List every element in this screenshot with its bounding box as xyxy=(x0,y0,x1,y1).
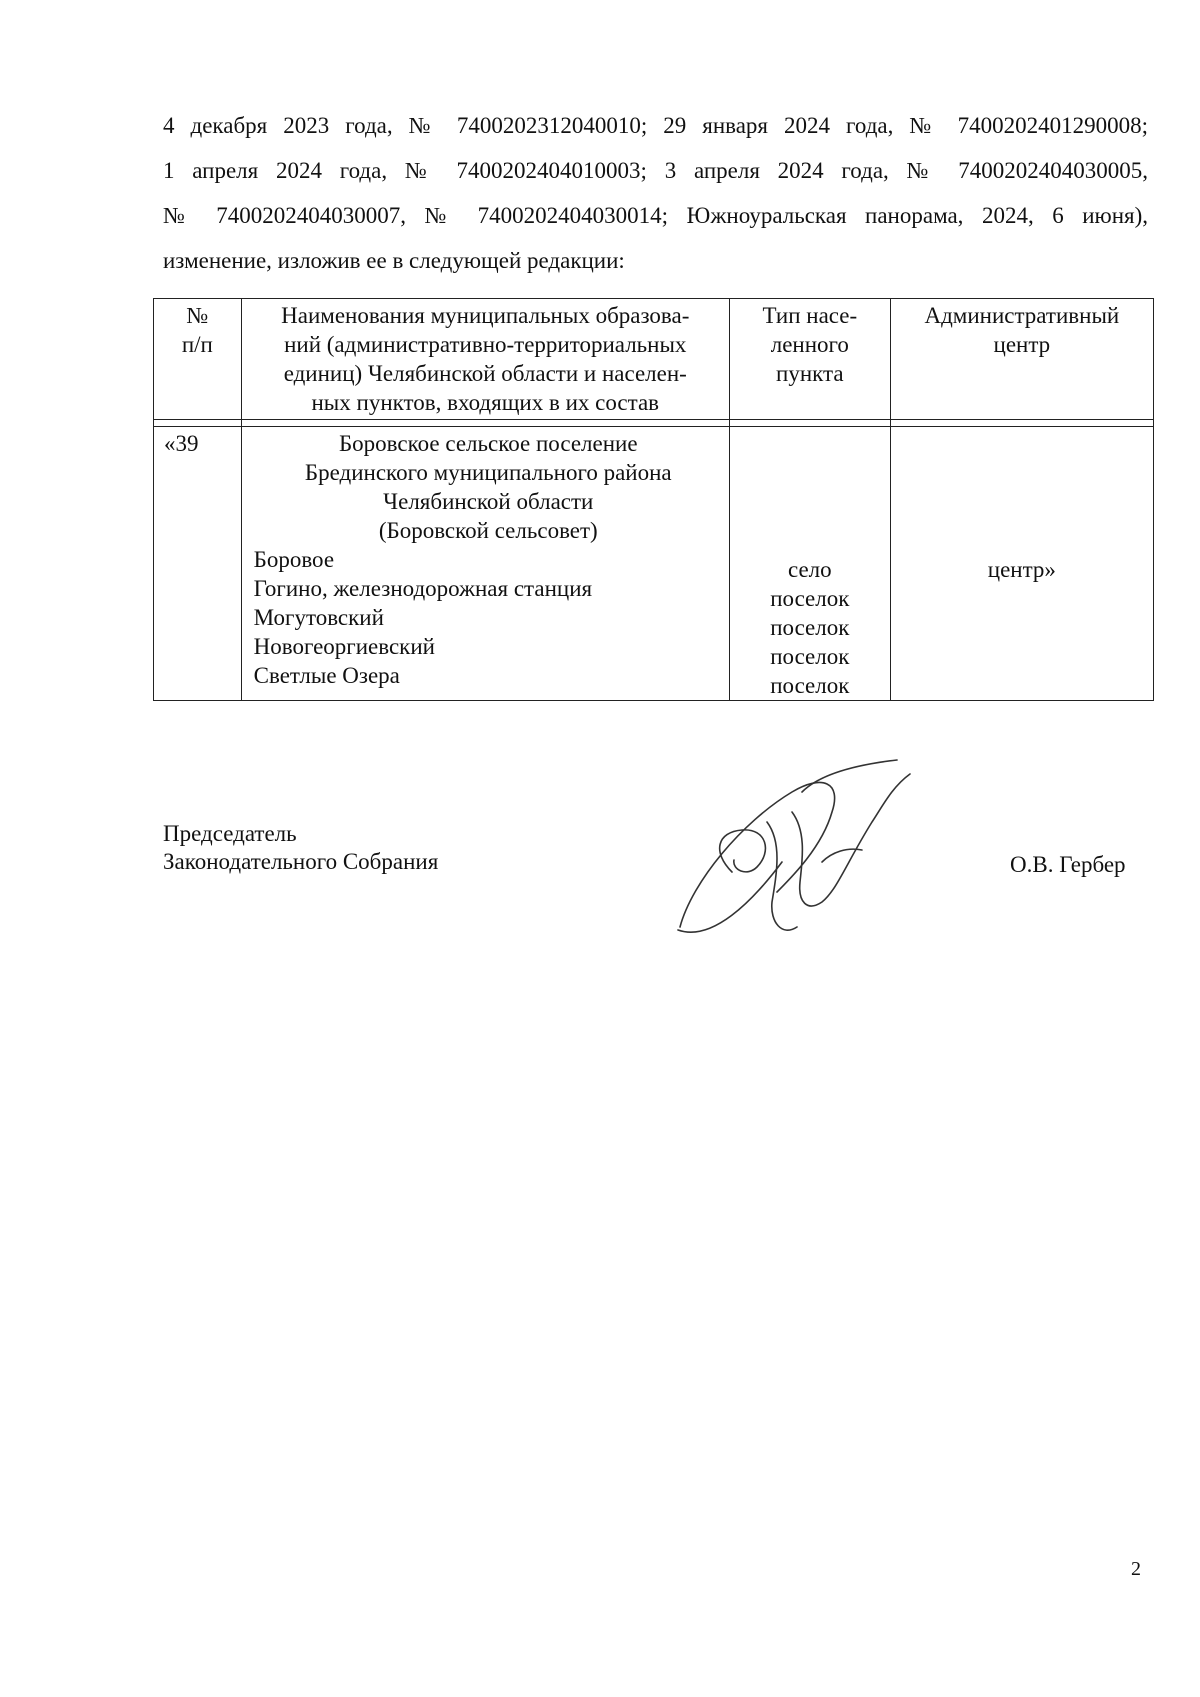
header-center: Административный центр xyxy=(890,299,1153,420)
settlements-table xyxy=(153,298,1154,701)
row-settlement-types xyxy=(729,427,890,701)
row-number: «39 xyxy=(154,427,242,701)
settlement-name: Гогино, железнодорожная станция xyxy=(253,576,593,601)
signatory-title xyxy=(163,820,438,876)
row-municipality xyxy=(241,427,729,701)
signatory-title-line-1: Председатель xyxy=(163,821,297,846)
municipality-name-line: Брединского муниципального района xyxy=(304,460,672,485)
settlement-name: Боровое xyxy=(253,547,335,572)
settlement-name: Могутовский xyxy=(253,605,384,630)
settlement-type: поселок xyxy=(770,615,850,640)
table-row xyxy=(154,427,1154,701)
settlement-type: поселок xyxy=(770,586,850,611)
intro-line-2: 1 апреля 2024 года, № 7400202404010003; 3 апреля 2024 года, № 7400202404030005, xyxy=(163,158,1148,183)
intro-line-3: № 7400202404030007, № 7400202404030014; Южноуральская панорама, 2024, 6 июня), xyxy=(163,203,1148,228)
page-number: 2 xyxy=(1131,1558,1141,1580)
table-gap-row xyxy=(154,420,1154,427)
municipality-name-line: Боровское сельское поселение xyxy=(338,431,638,456)
signatory-title-line-2: Законодательного Собрания xyxy=(163,849,439,874)
intro-line-1: 4 декабря 2023 года, № 7400202312040010; 29 января 2024 года, № 7400202401290008; xyxy=(163,113,1148,138)
header-name: Наименования муниципальных образова- ний (административно-территориальных единиц) Челябинской области и населен- ных пунктов, входящих в их состав xyxy=(241,299,729,420)
intro-line-4: изменение, изложив ее в следующей редакции: xyxy=(163,248,625,273)
header-num: № п/п xyxy=(154,299,242,420)
settlement-type: поселок xyxy=(770,673,850,698)
settlement-type: село xyxy=(787,557,832,582)
settlement-type: поселок xyxy=(770,644,850,669)
municipality-name-line: Челябинской области xyxy=(383,489,594,514)
header-type: Тип насе- ленного пункта xyxy=(729,299,890,420)
handwritten-signature xyxy=(672,752,922,952)
municipality-name-line: (Боровской сельсовет) xyxy=(378,518,598,543)
row-admin-center: центр» xyxy=(890,427,1153,701)
signatory-name: О.В. Гербер xyxy=(1010,852,1126,877)
table-header-row xyxy=(154,299,1154,420)
settlement-name: Светлые Озера xyxy=(253,663,400,688)
settlement-name: Новогеоргиевский xyxy=(253,634,435,659)
